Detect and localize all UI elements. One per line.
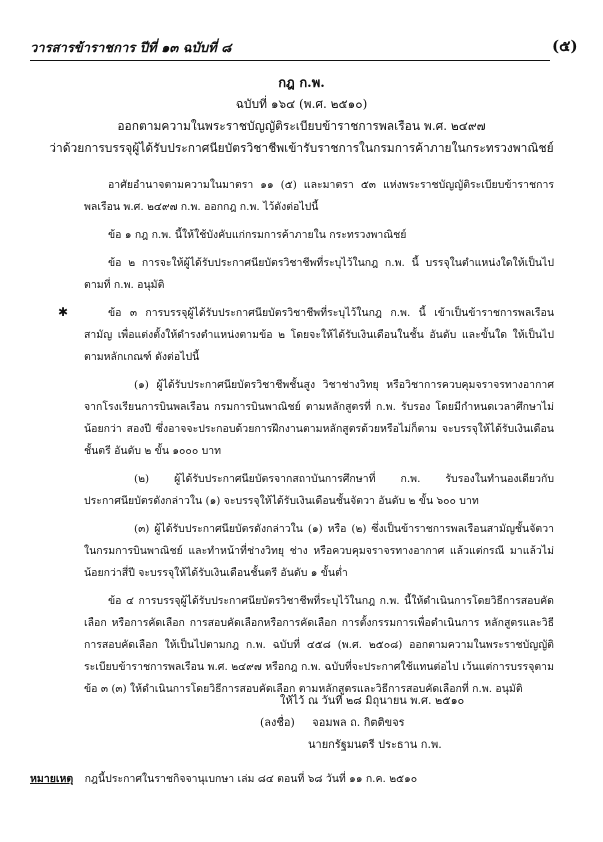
paragraph-preamble: อาศัยอำนาจตามความในมาตรา ๑๑ (๕) และมาตรา ๕๓ แห่งพระราชบัญญัติระเบียบข้าราชการพลเรือน พ.ศ. ๒๔๙๗ ก.พ. ออกกฎ ก.พ. ไว้ดังต่อไปนี้: [84, 179, 554, 213]
footnote-label: หมายเหตุ: [30, 773, 74, 785]
footnote: [30, 770, 570, 787]
paragraph-clause-1: ข้อ ๑ กฎ ก.พ. นี้ให้ใช้บังคับแก่กรมการค้าภายใน กระทรวงพาณิชย์: [108, 229, 407, 241]
signer-position: นายกรัฐมนตรี ประธาน ก.พ.: [308, 738, 442, 751]
document-subject: ว่าด้วยการบรรจุผู้ได้รับประกาศนียบัตรวิชาชีพเข้ารับราชการในกรมการค้าภายในกระทรวงพาณิชย์: [49, 141, 554, 155]
footnote-text: กฎนี้ประกาศในราชกิจจานุเบกษา เล่ม ๘๔ ตอนที่ ๖๘ วันที่ ๑๑ ก.ค. ๒๕๑๐: [84, 773, 418, 785]
paragraph-item-3: (๓) ผู้ได้รับประกาศนียบัตรดังกล่าวใน (๑) หรือ (๒) ซึ่งเป็นข้าราชการพลเรือนสามัญชั้นจัตวา ในกรมการบินพาณิชย์ และทำหน้าที่ช่างวิทยุ ช่าง หรือควบคุมจราจรทางอากาศ แล้วแต่กรณี มาแล้วไม่น้อยกว่าสี่ปี จะบรรจุให้ได้รับเงินเดือนชั้นตรี อันดับ ๑ ขั้นต่ำ: [84, 523, 554, 579]
document-subtitle: ออกตามความในพระราชบัญญัติระเบียบข้าราชการพลเรือน พ.ศ. ๒๔๙๗: [117, 119, 486, 133]
page-number: (๕): [552, 37, 578, 55]
paragraph-clause-3: ข้อ ๓ การบรรจุผู้ได้รับประกาศนียบัตรวิชาชีพที่ระบุไว้ในกฎ ก.พ. นี้ เข้าเป็นข้าราชการพลเรือนสามัญ เพื่อแต่งตั้งให้ดำรงตำแหน่งตามข้อ ๒ โดยจะให้ได้รับเงินเดือนในชั้น อันดับ และขั้นใด ให้เป็นไปตามหลักเกณฑ์ ดังต่อไปนี้: [84, 307, 554, 363]
document-number: ฉบับที่ ๑๖๔ (พ.ศ. ๒๕๑๐): [235, 97, 368, 111]
margin-mark: ✱: [58, 305, 69, 319]
paragraph-clause-4: ข้อ ๔ การบรรจุผู้ได้รับประกาศนียบัตรวิชาชีพที่ระบุไว้ในกฎ ก.พ. นี้ให้ดำเนินการโดยวิธีการสอบคัดเลือก หรือการคัดเลือก การสอบคัดเลือกหรือการคัดเลือก การตั้งกรรมการเพื่อดำเนินการ หลักสูตรและวิธีการสอบคัดเลือก ให้เป็นไปตามกฎ ก.พ. ฉบับที่ ๔๕๘ (พ.ศ. ๒๕๐๘) ออกตามความในพระราชบัญญัติระเบียบข้าราชการพลเรือน พ.ศ. ๒๔๙๗ หรือกฎ ก.พ. ฉบับที่จะประกาศใช้แทนต่อไป เว้นแต่การบรรจุตามข้อ ๓ (๓) ให้ดำเนินการโดยวิธีการสอบคัดเลือก ตามหลักสูตรและวิธีการสอบคัดเลือกที่ ก.พ. อนุมัติ: [84, 595, 554, 695]
signed-label: (ลงชื่อ): [260, 716, 295, 729]
document-title: กฎ ก.พ.: [278, 76, 325, 91]
paragraph-item-2: (๒) ผู้ได้รับประกาศนียบัตรจากสถาบันการศึกษาที่ ก.พ. รับรองในทำนองเดียวกับประกาศนียบัตรดังกล่าวใน (๑) จะบรรจุให้ได้รับเงินเดือนชั้นจัตวา อันดับ ๒ ขั้น ๖๐๐ บาท: [84, 473, 554, 507]
signature-block: [260, 690, 580, 756]
document-body: [84, 174, 554, 706]
journal-header: วารสารข้าราชการ ปีที่ ๑๓ ฉบับที่ ๘: [30, 37, 550, 61]
paragraph-clause-2: ข้อ ๒ การจะให้ผู้ได้รับประกาศนียบัตรวิชาชีพที่ระบุไว้ในกฎ ก.พ. นี้ บรรจุในตำแหน่งใดให้เป็นไปตามที่ ก.พ. อนุมัติ: [84, 257, 554, 291]
paragraph-item-1: (๑) ผู้ได้รับประกาศนียบัตรวิชาชีพชั้นสูง วิชาช่างวิทยุ หรือวิชาการควบคุมจราจรทางอากาศ จากโรงเรียนการบินพลเรือน กรมการบินพาณิชย์ ตามหลักสูตรที่ ก.พ. รับรอง โดยมีกำหนดเวลาศึกษาไม่น้อยกว่า สองปี ซึ่งอาจจะประกอบด้วยการฝึกงานตามหลักสูตรด้วยหรือไม่ก็ตาม จะบรรจุให้ได้รับเงินเดือนชั้นตรี อันดับ ๒ ขั้น ๑๐๐๐ บาท: [84, 379, 554, 457]
signer-name: จอมพล ถ. กิตติขจร: [312, 716, 405, 729]
signature-date: ให้ไว้ ณ วันที่ ๒๘ มิถุนายน พ.ศ. ๒๕๑๐: [280, 694, 465, 707]
